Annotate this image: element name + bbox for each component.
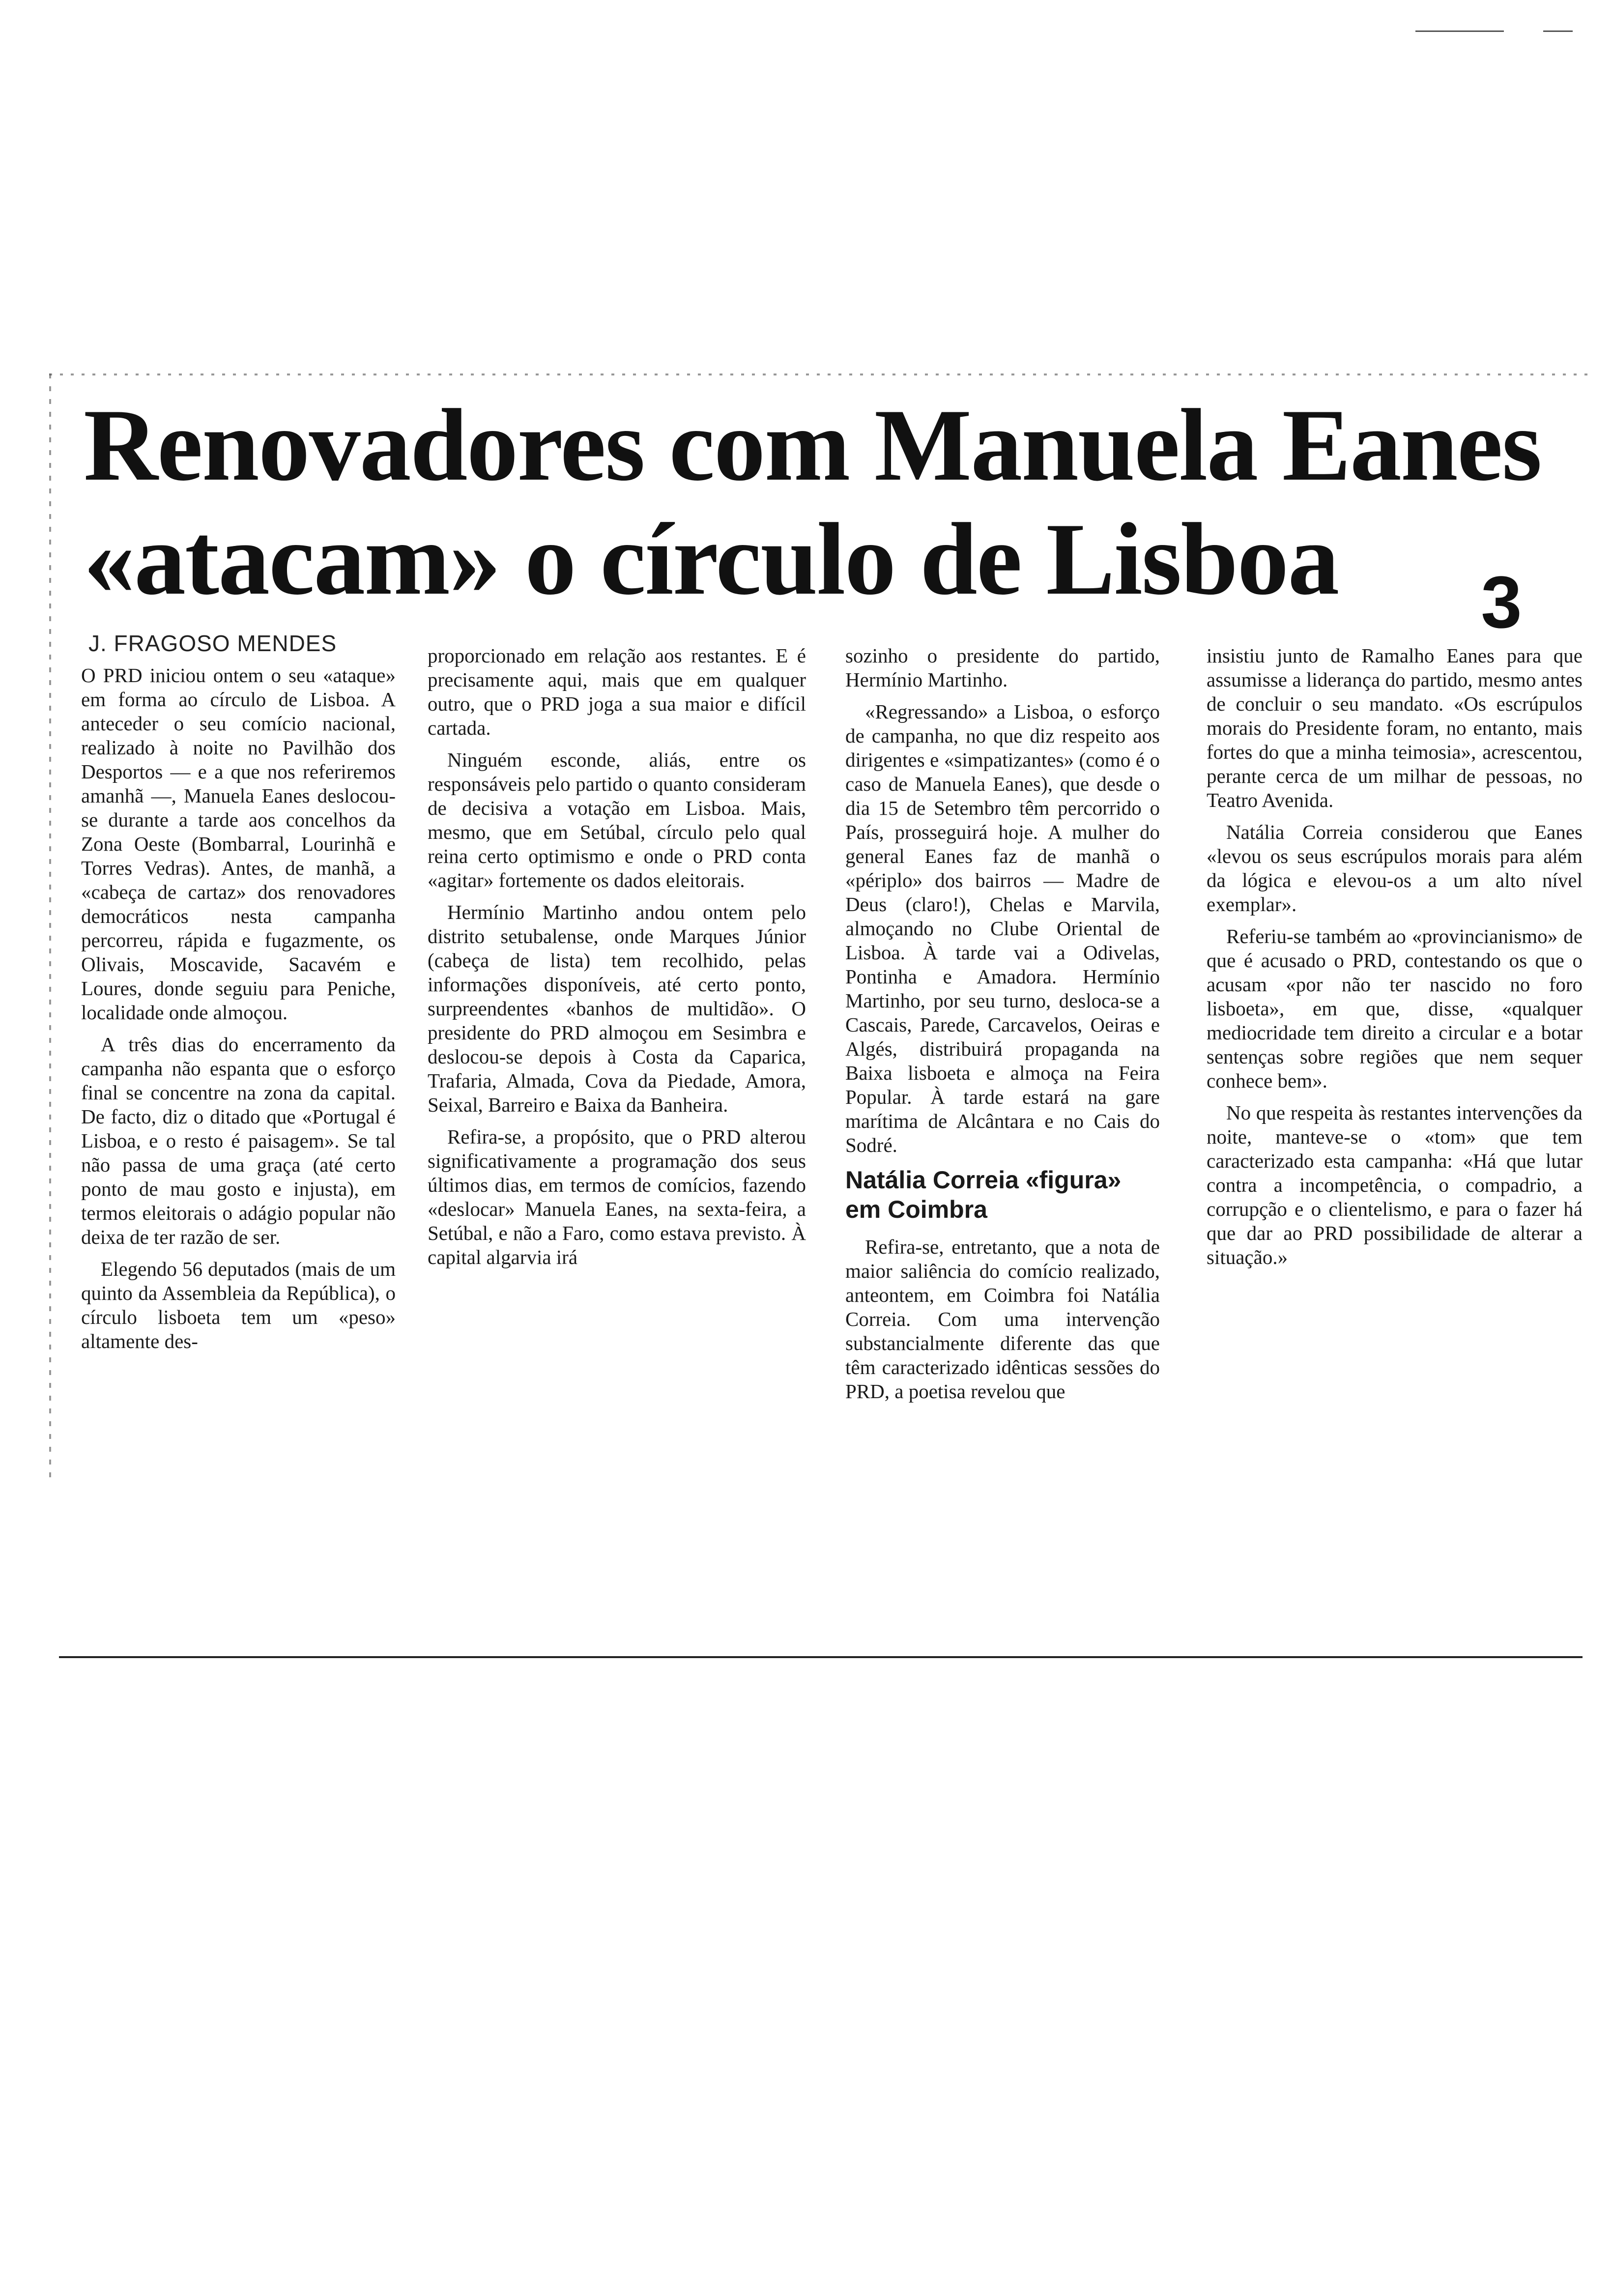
subheading: Natália Correia «figura» em Coimbra: [845, 1166, 1122, 1223]
handwritten-page-mark: 3: [1481, 561, 1522, 643]
headline-line-1: Renovadores com Manuela Eanes: [84, 388, 1541, 502]
paragraph: O PRD iniciou ontem o seu «ataque» em forma ao círculo de Lisboa. A anteceder o seu comício nacional, realizado à noite no Pavilhão dos Desportos — e a que nos referiremos amanhã —, Manuela Eanes deslocou-se durante a tarde aos concelhos da Zona Oeste (Bombarral, Lourinhã e Torres Vedras). Antes, de manhã, a «cabeça de cartaz» dos renovadores democráticos nesta campanha percorreu, rápida e fugazmente, os Olivais, Moscavide, Sacavém e Loures, donde seguiu para Peniche, localidade onde almoçou.: [81, 664, 396, 1024]
bottom-rule: [59, 1656, 1583, 1658]
paragraph: proporcionado em relação aos restantes. E é precisamente aqui, mais que em qualquer outro, que o PRD joga a sua maior e difícil cartada.: [428, 644, 806, 739]
scan-mark-top-right: [1543, 30, 1573, 32]
paragraph: No que respeita às restantes intervenções da noite, manteve-se o «tom» que tem caracterizado esta campanha: «Há que lutar contra a incompetência, o compadrio, a corrupção e o clientelismo, e para o fazer há que dar ao PRD possibilidade de alterar a situação.»: [1207, 1101, 1583, 1268]
clipping-left-edge: [49, 373, 51, 1484]
paragraph: Refira-se, entretanto, que a nota de maior saliência do comício realizado, anteontem, em Coimbra foi Natália Correia. Com uma intervenção substancialmente diferente das que têm caracterizado idênticas sessões do PRD, a poetisa revelou que: [845, 1235, 1160, 1403]
paragraph: Hermínio Martinho andou ontem pelo distrito setubalense, onde Marques Júnior (cabeça de lista) tem recolhido, pelas informações disponíveis, até certo ponto, surpreendentes «banhos de multidão». O presidente do PRD almoçou em Sesimbra e deslocou-se depois à Costa da Caparica, Trafaria, Almada, Cova da Piedade, Amora, Seixal, Barreiro e Baixa da Banheira.: [428, 901, 806, 1116]
paragraph: «Regressando» a Lisboa, o esforço de campanha, no que diz respeito aos dirigentes e «simpatizantes» (como é o caso de Manuela Eanes), que desde o dia 15 de Setembro têm percorrido o País, prosseguirá hoje. A mulher do general Eanes faz de manhã o «périplo» dos bairros — Madre de Deus (claro!), Chelas e Marvila, almoçando no Clube Oriental de Lisboa. À tarde vai a Odivelas, Pontinha e Amadora. Hermínio Martinho, por seu turno, desloca-se a Cascais, Parede, Carcavelos, Oeiras e Algés, distribuirá propaganda na Baixa lisboeta e almoça na Feira Popular. À tarde estará na gare marítima de Alcântara e no Cais do Sodré.: [845, 700, 1160, 1156]
byline: J. FRAGOSO MENDES: [88, 631, 337, 656]
headline: [84, 388, 1568, 616]
paragraph: sozinho o presidente do partido, Hermínio Martinho.: [845, 644, 1160, 691]
scan-mark-top: [1415, 30, 1504, 32]
paragraph: A três dias do encerramento da campanha não espanta que o esforço final se concentre na zona da capital. De facto, diz o ditado que «Portugal é Lisboa, e o resto é paisagem». Se tal não passa de uma graça (até certo ponto de mau gosto e injusta), em termos eleitorais o adágio popular não deixa de ter razão de ser.: [81, 1033, 396, 1248]
article-column-3: [845, 644, 1160, 1411]
headline-line-2: «atacam» o círculo de Lisboa: [84, 502, 1339, 616]
article-column-1: [81, 663, 396, 1361]
paragraph: Natália Correia considerou que Eanes «levou os seus escrúpulos morais para além da lógica e elevou-os a um alto nível exemplar».: [1207, 821, 1583, 916]
paragraph: Refira-se, a propósito, que o PRD alterou significativamente a programação dos seus últimos dias, em termos de comícios, fazendo «deslocar» Manuela Eanes, na sexta-feira, a Setúbal, e não a Faro, como estava previsto. À capital algarvia irá: [428, 1125, 806, 1268]
paragraph: Elegendo 56 deputados (mais de um quinto da Assembleia da República), o círculo lisboeta tem um «peso» altamente des-: [81, 1258, 396, 1352]
article-column-4: [1207, 644, 1583, 1277]
paragraph: insistiu junto de Ramalho Eanes para que assumisse a liderança do partido, mesmo antes de concluir o seu mandato. «Os escrúpulos morais do Presidente foram, no entanto, mais fortes do que a minha teimosia», acrescentou, perante cerca de um milhar de pessoas, no Teatro Avenida.: [1207, 644, 1583, 811]
paragraph: Ninguém esconde, aliás, entre os responsáveis pelo partido o quanto consideram de decisiva a votação em Lisboa. Mais, mesmo, que em Setúbal, círculo pelo qual reina certo optimismo e onde o PRD conta «agitar» fortemente os dados eleitorais.: [428, 748, 806, 891]
paragraph: Referiu-se também ao «provincianismo» de que é acusado o PRD, contestando os que o acusam «por não ter nascido no foro lisboeta», em que, disse, «qualquer mediocridade tem direito a circular e a botar sentenças sobre regiões que nem sequer conhece bem».: [1207, 925, 1583, 1092]
clipping-top-edge: [49, 373, 1587, 375]
article-column-2: [428, 644, 806, 1277]
